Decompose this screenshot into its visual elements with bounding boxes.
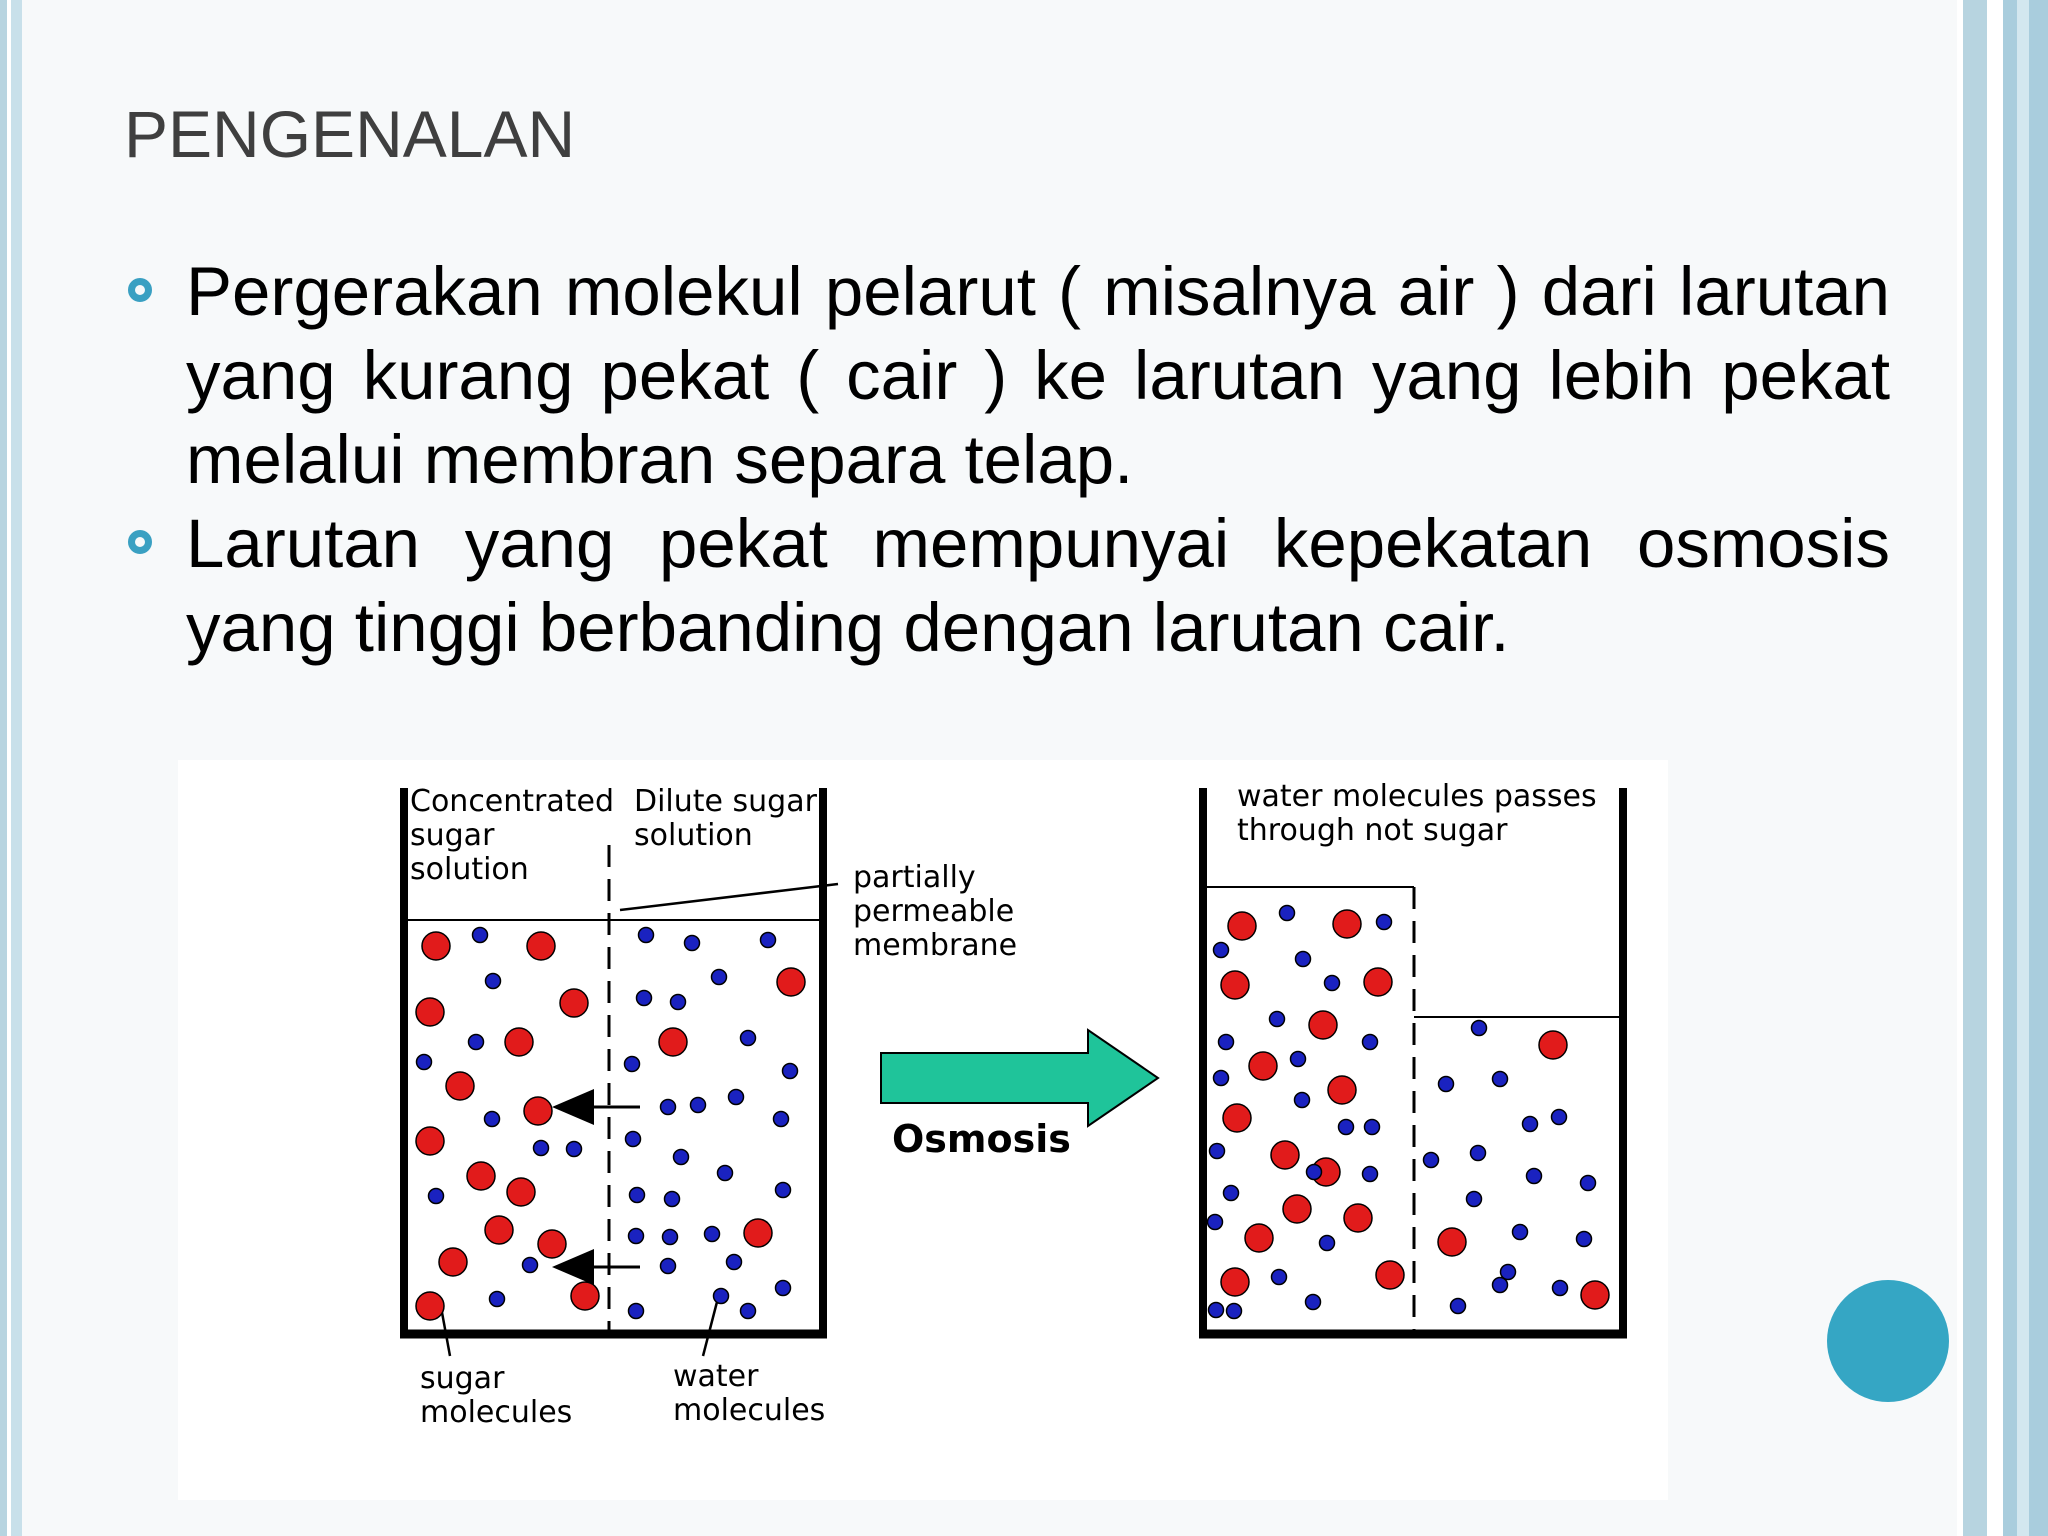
sugar-molecule [1221,1268,1249,1296]
sugar-molecule [1328,1076,1356,1104]
water-molecule [1339,1120,1354,1135]
water-molecule [685,936,700,951]
sugar-molecule [1223,1104,1251,1132]
water-molecule [429,1189,444,1204]
water-molecule [1439,1077,1454,1092]
water-molecule [1377,915,1392,930]
label-membrane-line1: partially [853,860,976,895]
water-molecule [1493,1072,1508,1087]
water-molecule [714,1289,729,1304]
sugar-molecule [524,1097,552,1125]
water-molecule [486,974,501,989]
water-molecule [1270,1012,1285,1027]
sugar-molecule [1333,910,1361,938]
bullet-list [124,250,1890,670]
water-molecule [523,1258,538,1273]
sugar-molecule [744,1219,772,1247]
water-molecule [630,1188,645,1203]
label-water-molecules-line1: water [673,1359,759,1394]
slide-title: PENGENALAN [124,97,576,171]
water-molecule [469,1035,484,1050]
water-molecule [1553,1281,1568,1296]
bullet-circle-icon [128,278,152,302]
sugar-molecule [467,1162,495,1190]
sugar-molecule [416,1127,444,1155]
label-membrane-line2: permeable [853,894,1015,929]
bullet-text: Larutan yang pekat mempunyai kepekatan osmosis yang tinggi berbanding dengan larutan cair. [186,505,1890,666]
label-after-caption-line1: water molecules passes [1237,779,1597,814]
water-molecule [1295,1093,1310,1108]
water-molecule [490,1292,505,1307]
right-decorative-border [1957,0,2048,1536]
water-molecule [761,933,776,948]
sugar-molecule [1376,1261,1404,1289]
water-molecule [473,928,488,943]
water-molecule [1467,1192,1482,1207]
water-molecule [1365,1120,1380,1135]
sugar-molecule [1344,1204,1372,1232]
water-molecule [1472,1021,1487,1036]
sugar-molecule [1364,968,1392,996]
water-molecule [1272,1270,1287,1285]
sugar-molecule [1309,1011,1337,1039]
water-molecule [1307,1165,1322,1180]
osmosis-arrow-group [881,1030,1158,1161]
bullet-item [124,250,1890,502]
water-molecule [625,1057,640,1072]
sugar-molecule [439,1248,467,1276]
water-molecule [727,1255,742,1270]
water-molecule [729,1090,744,1105]
water-molecule [1214,943,1229,958]
sugar-molecule [560,989,588,1017]
water-molecule [674,1150,689,1165]
sugar-molecule [538,1230,566,1258]
sugar-molecule [1245,1224,1273,1252]
sugar-molecule [777,968,805,996]
water-molecule [1320,1236,1335,1251]
page-indicator-circle [1827,1280,1949,1402]
water-molecule [1523,1117,1538,1132]
bullet-item [124,502,1890,670]
water-molecule [1296,952,1311,967]
water-molecule [1451,1299,1466,1314]
sugar-molecule [505,1028,533,1056]
water-molecule [1208,1215,1223,1230]
water-molecule [774,1112,789,1127]
water-molecule [776,1281,791,1296]
bullet-text: Pergerakan molekul pelarut ( misalnya air ) dari larutan yang kurang pekat ( cair ) ke larutan yang lebih pekat melalui membran separa telap. [186,253,1890,498]
water-molecule [1210,1144,1225,1159]
sugar-molecule [1283,1195,1311,1223]
water-molecule [629,1229,644,1244]
label-sugar-molecules-line2: molecules [420,1395,573,1430]
water-molecule [776,1183,791,1198]
water-molecule [1280,906,1295,921]
water-molecule [661,1259,676,1274]
sugar-molecule [485,1216,513,1244]
osmosis-diagram [178,760,1668,1500]
water-molecule [661,1100,676,1115]
label-water-molecules-line2: molecules [673,1393,826,1428]
label-dilute-line2: solution [634,818,753,853]
sugar-molecule [416,998,444,1026]
water-molecule [718,1166,733,1181]
water-molecule [1493,1278,1508,1293]
sugar-molecule [422,932,450,960]
water-molecule [417,1055,432,1070]
label-concentrated-line1: Concentrated [410,784,615,819]
label-after-caption-line2: through not sugar [1237,813,1508,848]
water-molecule [1219,1035,1234,1050]
water-molecule [1527,1169,1542,1184]
water-molecule [626,1132,641,1147]
bullet-circle-icon [128,530,152,554]
water-molecule [1325,976,1340,991]
water-molecule [629,1304,644,1319]
sugar-molecule [1228,912,1256,940]
osmosis-diagram-svg [178,760,1668,1500]
water-molecule [1424,1153,1439,1168]
water-molecule [1471,1146,1486,1161]
water-molecule [741,1031,756,1046]
sugar-molecule [1581,1281,1609,1309]
water-molecule [663,1230,678,1245]
label-membrane-line3: membrane [853,928,1018,963]
water-molecule [1291,1052,1306,1067]
sugar-molecule [1539,1031,1567,1059]
water-molecule [1306,1295,1321,1310]
water-molecule [665,1192,680,1207]
before-beaker [400,784,1017,1430]
water-molecule [1581,1176,1596,1191]
sugar-molecule [416,1292,444,1320]
water-molecule [1209,1303,1224,1318]
before-water-molecules [417,928,798,1319]
water-molecule [741,1304,756,1319]
water-molecule [1577,1232,1592,1247]
membrane-pointer-line [620,884,838,910]
water-molecule [534,1141,549,1156]
water-molecule [485,1112,500,1127]
label-sugar-molecules-line1: sugar [420,1361,505,1396]
water-molecule [637,991,652,1006]
sugar-molecule [446,1072,474,1100]
water-molecule [712,970,727,985]
water-molecule [1224,1186,1239,1201]
sugar-molecule [527,932,555,960]
water-molecule [1227,1304,1242,1319]
sugar-molecule [507,1178,535,1206]
water-pointer-line [703,1298,718,1356]
water-molecule [1363,1035,1378,1050]
water-molecule [1513,1225,1528,1240]
after-beaker [1199,779,1627,1334]
water-molecule [567,1142,582,1157]
sugar-molecule [1221,971,1249,999]
sugar-molecule [571,1282,599,1310]
water-molecule [705,1227,720,1242]
water-molecule [1363,1167,1378,1182]
sugar-molecule [1271,1141,1299,1169]
water-molecule [671,995,686,1010]
label-dilute-line1: Dilute sugar [634,784,817,819]
label-concentrated-line2: sugar [410,818,495,853]
sugar-molecule [659,1028,687,1056]
label-concentrated-line3: solution [410,852,529,887]
water-molecule [639,928,654,943]
water-molecule [691,1098,706,1113]
water-molecule [783,1064,798,1079]
left-decorative-border [0,0,22,1536]
sugar-molecule [1438,1228,1466,1256]
sugar-molecule [1249,1052,1277,1080]
after-water-molecules [1208,906,1596,1319]
water-molecule [1214,1071,1229,1086]
water-molecule [1552,1110,1567,1125]
osmosis-arrow-icon [881,1030,1158,1126]
osmosis-label: Osmosis [892,1117,1071,1161]
